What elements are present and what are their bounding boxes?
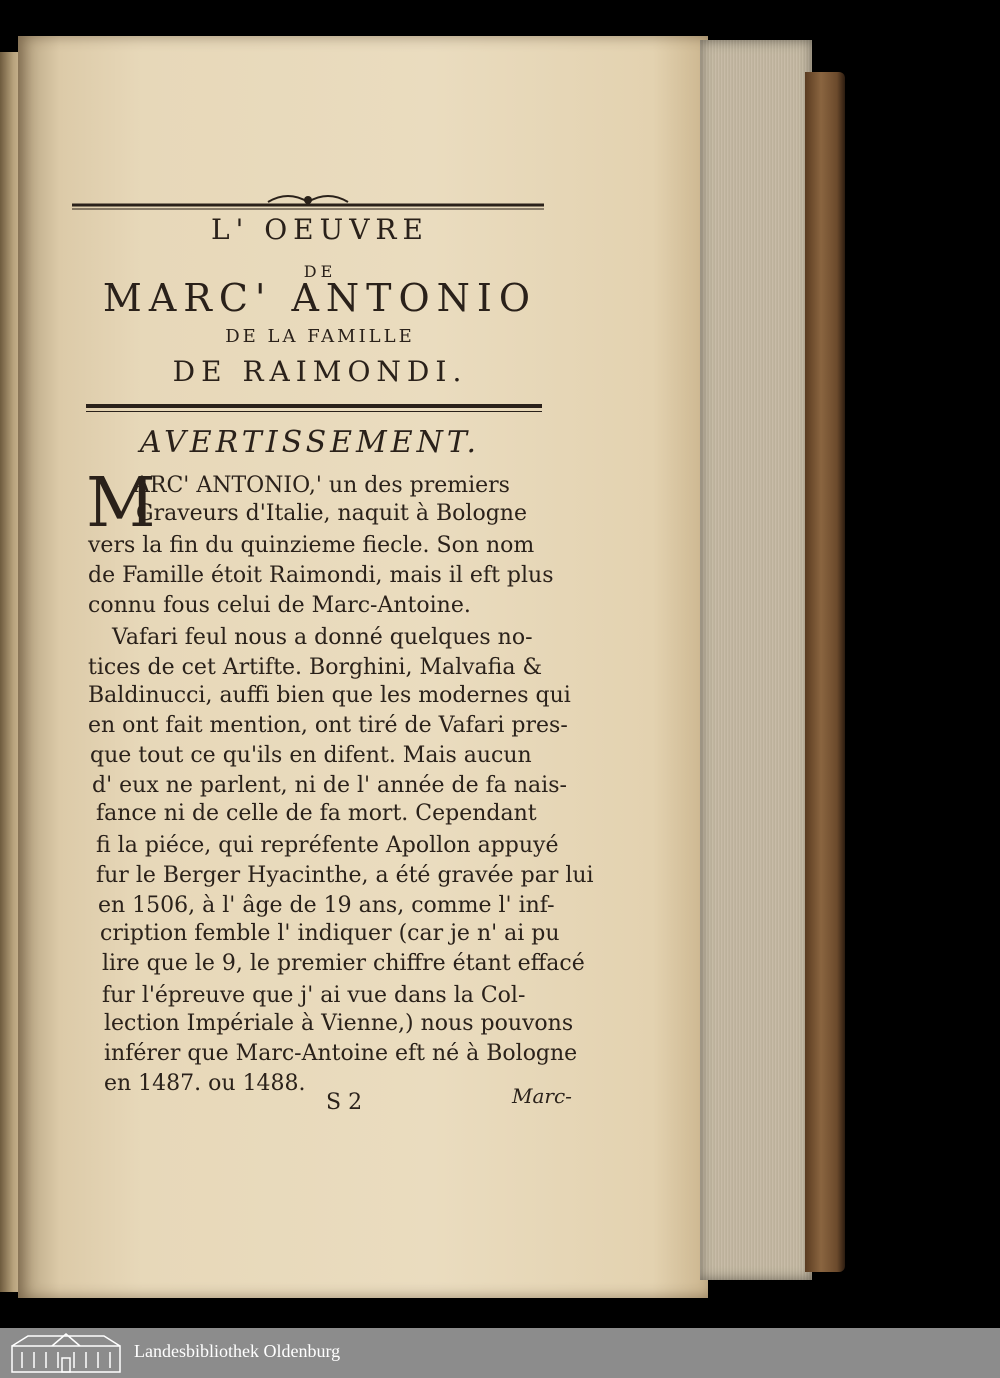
text-line: cription femble l' indiquer (car je n' ai pu [100,921,560,946]
text-line: Graveurs d'Italie, naquit à Bologne [136,501,527,526]
text-line: Baldinucci, auffi bien que les modernes qui [88,683,571,708]
signature-mark: S 2 [326,1090,363,1115]
title-line-5: DE RAIMONDI. [172,355,468,388]
library-footer-bar [0,1328,1000,1378]
title-line-1: L' OEUVRE [211,213,429,246]
text-line: d' eux ne parlent, ni de l' année de fa nais- [92,773,567,798]
text-line: lection Impériale à Vienne,) nous pouvons [104,1011,574,1036]
text-line: connu fous celui de Marc-Antoine. [88,593,471,618]
ornamental-rule [72,188,544,214]
page-block-edge [700,40,812,1280]
title-line-3: MARC' ANTONIO [102,276,538,320]
text-line: en ont fait mention, ont tiré de Vafari pres- [88,713,568,738]
catchword: Marc- [512,1084,572,1108]
text-line: fur l'épreuve que j' ai vue dans la Col- [102,983,526,1008]
text-line: Vafari feul nous a donné quelques no- [112,625,533,650]
title-rule-thin [86,411,542,412]
text-line: ARC' ANTONIO,' un des premiers [134,473,510,498]
library-building-icon [8,1332,124,1374]
text-line: fance ni de celle de fa mort. Cependant [96,801,537,826]
text-line: que tout ce qu'ils en difent. Mais aucun [90,743,532,768]
text-line: en 1506, à l' âge de 19 ans, comme l' inf- [98,893,555,918]
title-line-2: DE [303,262,337,281]
drop-cap: M [86,464,156,543]
book-cover-edge [805,72,845,1272]
title-line-4: DE LA FAMILLE [225,326,415,347]
text-line: fur le Berger Hyacinthe, a été gravée par lui [96,863,594,888]
text-line: lire que le 9, le premier chiffre étant effacé [102,951,585,976]
text-line: tices de cet Artifte. Borghini, Malvafia & [88,655,543,680]
text-line: vers la fin du quinzieme fiecle. Son nom [88,533,535,558]
title-rule-thick [86,404,542,408]
section-heading: AVERTISSEMENT. [139,425,481,460]
text-line: de Famille étoit Raimondi, mais il eft plus [88,563,554,588]
text-line: inférer que Marc-Antoine eft né à Bologne [104,1041,578,1066]
text-line: en 1487. ou 1488. [104,1071,306,1096]
library-name: Landesbibliothek Oldenburg [134,1341,341,1361]
text-line: fi la piéce, qui repréfente Apollon appuyé [96,833,559,858]
